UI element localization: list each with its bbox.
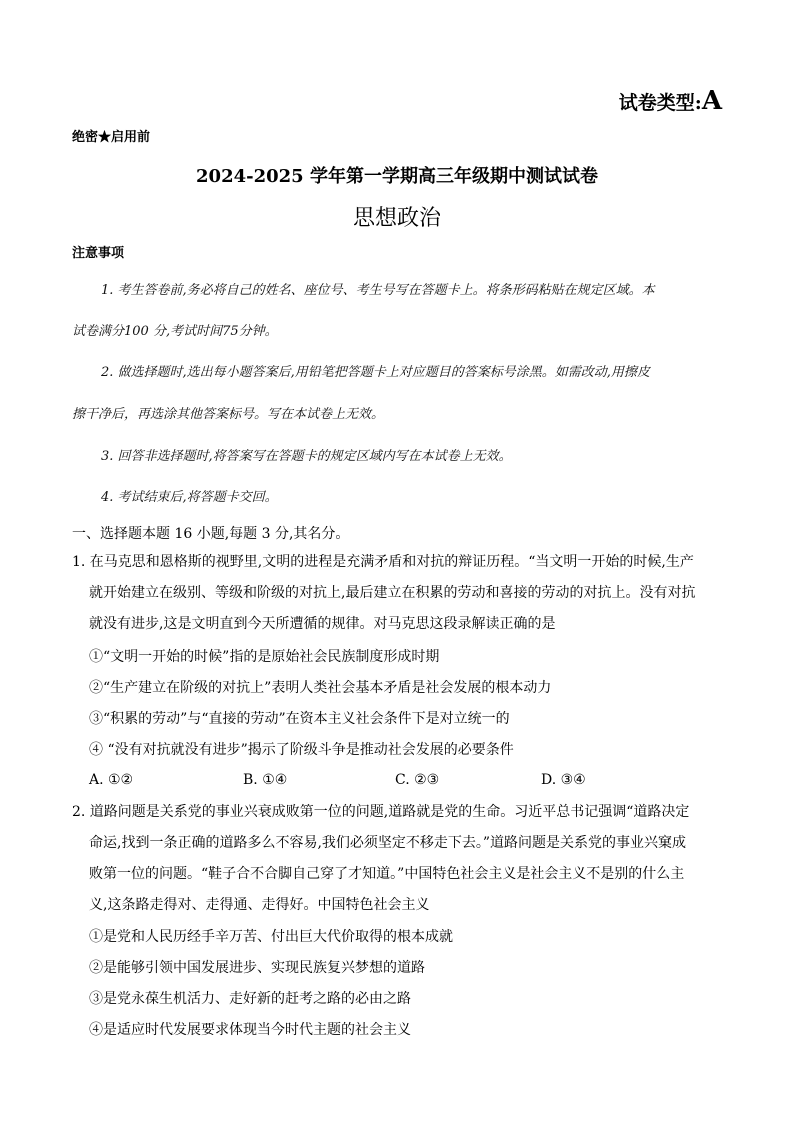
note-4: 4. 考试结束后,将答题卡交回。	[101, 490, 278, 505]
q1-stem-line-2: 就开始建立在级别、等级和阶级的对抗上,最后建立在积累的劳动和喜接的劳动的对抗上。没有对抗	[89, 585, 696, 601]
note-2-line-1: 2. 做选择题时,选出每小题答案后,用铅笔把答题卡上对应题目的答案标号涂黑。如需改动,用擦皮	[101, 365, 650, 380]
note-2-line-2: 擦干净后，再选涂其他答案标号。写在本试卷上无效。	[72, 407, 385, 422]
notes-heading: 注意事项	[72, 246, 125, 261]
q1-statement-2: ②“生产建立在阶级的对抗上”表明人类社会基本矛盾是社会发展的根本动力	[89, 680, 552, 696]
q2-stem-line-2: 命运,找到一条正确的道路多么不容易,我们必须坚定不移走下去。”道路问题是关系党的事业兴窠成	[89, 835, 687, 851]
q1-choice-a: A. ①②	[89, 772, 134, 788]
subject-title: 思想政治	[352, 206, 441, 231]
section-heading: 一、选择题本题 16 小题,每题 3 分,其名分。	[72, 526, 350, 542]
q1-statement-1: ①“文明一开始的时候”指的是原始社会民族制度形成时期	[89, 649, 440, 665]
paper-type-label	[619, 86, 722, 116]
q1-choice-c: C. ②③	[395, 772, 440, 788]
exam-title: 2024-2025 学年第一学期高三年级期中测试试卷	[196, 166, 598, 187]
q2-stem-line-4: 义,这条路走得对、走得通、走得好。中国特色社会主义	[89, 897, 430, 913]
note-3: 3. 回答非选择题时,将答案写在答题卡的规定区域内写在本试卷上无效。	[101, 449, 512, 464]
q1-choice-d: D. ③④	[541, 772, 586, 788]
note-1-line-2: 试卷满分100 分,考试时间75分钟。	[72, 324, 278, 339]
q2-statement-2: ②是能够引领中国发展进步、实现民族复兴梦想的道路	[89, 960, 425, 976]
q1-statement-4: ④ “没有对抗就没有进步”揭示了阶级斗争是推动社会发展的必要条件	[89, 742, 514, 758]
q2-statement-3: ③是党永葆生机活力、走好新的赶考之路的必由之路	[89, 991, 411, 1007]
q2-stem-line-3: 败第一位的问题。“鞋子合不合脚自己穿了才知道。”中国特色社会主义是社会主义不是别的什么主	[89, 866, 685, 882]
paper-type-letter: A	[701, 86, 722, 116]
q2-statement-1: ①是党和人民历经手辛万苦、付出巨大代价取得的根本成就	[89, 929, 453, 945]
q1-stem-line-3: 就没有进步,这是文明直到今天所遭循的规律。对马克思这段录解读正确的是	[89, 616, 556, 632]
paper-type-prefix: 试卷类型:	[618, 92, 702, 114]
q1-choice-b: B. ①④	[243, 772, 288, 788]
q2-stem-line-1: 2. 道路问题是关系党的事业兴衰成败第一位的问题,道路就是党的生命。习近平总书记强调“道路决定	[72, 804, 690, 820]
q1-statement-3: ③“积累的劳动”与“直接的劳动”在资本主义社会条件下是对立统一的	[89, 711, 510, 727]
q2-statement-4: ④是适应时代发展要求体现当今时代主题的社会主义	[89, 1022, 411, 1038]
note-1-line-1: 1. 考生答卷前,务必将自己的姓名、座位号、考生号写在答题卡上。将条形码粘贴在规定区域。本	[101, 283, 655, 298]
q1-stem-line-1: 1. 在马克思和恩格斯的视野里,文明的进程是充满矛盾和对抗的辩证历程。“当文明一开始的时候,生产	[72, 554, 694, 570]
confidential-mark: 绝密★启用前	[72, 130, 151, 145]
